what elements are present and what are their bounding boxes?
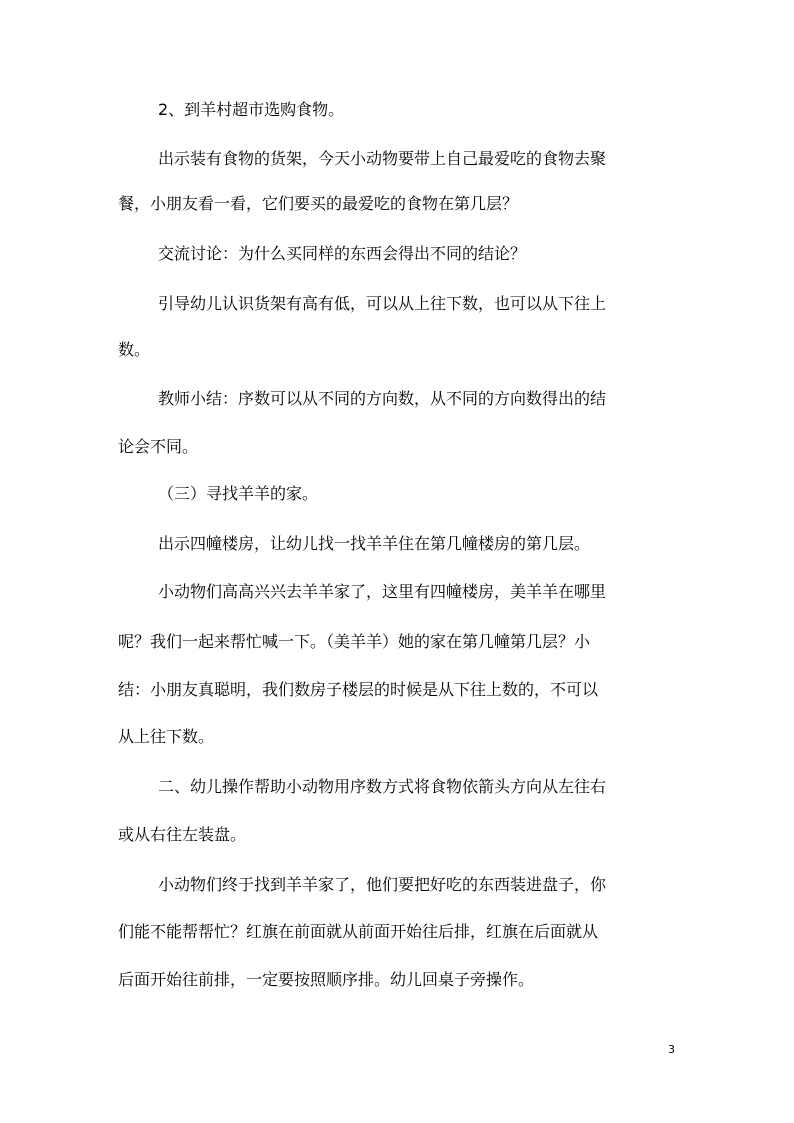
page-number: 3 xyxy=(668,1043,675,1056)
paragraph-line: 数。 xyxy=(118,340,151,359)
paragraph-line: 交流讨论：为什么买同样的东西会得出不同的结论？ xyxy=(158,244,527,263)
paragraph-line: 或从右往左装盘。 xyxy=(118,825,247,844)
section-heading: 二、幼儿操作帮助小动物用序数方式将食物依箭头方向从左往右 xyxy=(158,777,607,796)
paragraph-line: 教师小结：序数可以从不同的方向数，从不同的方向数得出的结 xyxy=(158,389,607,408)
paragraph-line: 出示四幢楼房，让幼儿找一找羊羊住在第几幢楼房的第几层。 xyxy=(158,534,591,553)
paragraph-line: 论会不同。 xyxy=(118,437,199,456)
paragraph-line: 从上往下数。 xyxy=(118,727,215,746)
paragraph-line: 引导幼儿认识货架有高有低，可以从上往下数，也可以从下往上 xyxy=(158,294,607,313)
paragraph-line: 呢？我们一起来帮忙喊一下。（美羊羊）她的家在第几幢第几层？小 xyxy=(118,632,591,651)
paragraph-line: 餐，小朋友看一看，它们要买的最爱吃的食物在第几层？ xyxy=(118,194,519,213)
paragraph-line: 出示装有食物的货架，今天小动物要带上自己最爱吃的食物去聚 xyxy=(158,149,607,168)
paragraph-line: 们能不能帮帮忙？红旗在前面就从前面开始往后排，红旗在后面就从 xyxy=(118,922,599,941)
paragraph-line: 小动物们终于找到羊羊家了，他们要把好吃的东西装进盘子，你 xyxy=(158,875,607,894)
paragraph-line: 小动物们高高兴兴去羊羊家了，这里有四幢楼房，美羊羊在哪里 xyxy=(158,582,607,601)
paragraph-line: 结：小朋友真聪明，我们数房子楼层的时候是从下往上数的，不可以 xyxy=(118,680,599,699)
paragraph-line: 后面开始往前排，一定要按照顺序排。幼儿回桌子旁操作。 xyxy=(118,970,535,989)
paragraph-line: 2、到羊村超市选购食物。 xyxy=(158,100,345,119)
section-heading: （三）寻找羊羊的家。 xyxy=(158,484,319,503)
